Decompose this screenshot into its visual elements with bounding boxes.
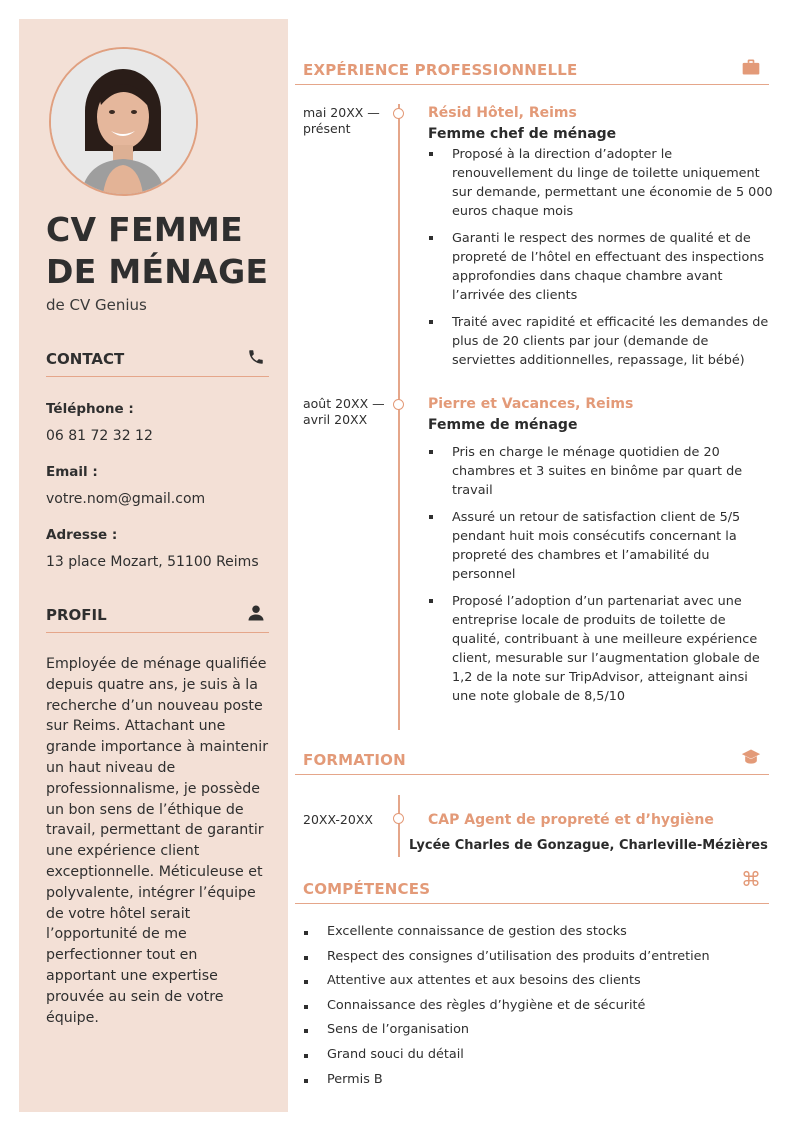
- job-date-end: présent: [303, 121, 351, 136]
- job-role: Femme chef de ménage: [428, 126, 617, 142]
- timeline-dot: [393, 813, 404, 824]
- job-achievements: [428, 145, 773, 378]
- timeline-dot: [393, 108, 404, 119]
- phone-value: 06 81 72 32 12: [46, 428, 153, 444]
- author-credit: de CV Genius: [46, 296, 147, 314]
- profile-heading: PROFIL: [46, 606, 107, 624]
- education-heading: FORMATION: [303, 751, 406, 769]
- resume-title-line-1: CV FEMME: [46, 210, 243, 249]
- skills-section-header: [295, 867, 769, 904]
- list-item: Proposé l’adoption d’un partenariat avec une entreprise locale de produits de toilette de qualité, contribuant à une meilleure expérience client, mesurable sur l’augmentation globale de 1,2 de la note sur TripAdvisor, atteignant ainsi une note globale de 8,5/10: [428, 592, 773, 706]
- contact-heading: CONTACT: [46, 350, 125, 368]
- education-section-header: [295, 745, 769, 775]
- list-item: Pris en charge le ménage quotidien de 20 chambres et 3 suites en binôme par quart de travail: [428, 443, 773, 500]
- command-icon: ⌘: [741, 867, 761, 891]
- job-date: [303, 396, 385, 428]
- phone-label: Téléphone :: [46, 401, 134, 417]
- resume-title-line-2: DE MÉNAGE: [46, 252, 269, 291]
- briefcase-icon: [741, 57, 761, 77]
- job-role: Femme de ménage: [428, 417, 578, 433]
- experience-section-header: [295, 55, 769, 85]
- list-item: Respect des consignes d’utilisation des produits d’entretien: [303, 945, 710, 970]
- email-value[interactable]: votre.nom@gmail.com: [46, 491, 206, 507]
- address-label: Adresse :: [46, 527, 118, 543]
- graduation-cap-icon: [741, 747, 761, 767]
- job-company: Résid Hôtel, Reims: [428, 105, 577, 121]
- list-item: Connaissance des règles d’hygiène et de sécurité: [303, 994, 710, 1019]
- contact-section-header: [46, 346, 269, 377]
- job-date-start: mai 20XX —: [303, 105, 380, 120]
- list-item: Permis B: [303, 1068, 710, 1093]
- experience-heading: EXPÉRIENCE PROFESSIONNELLE: [303, 61, 578, 79]
- timeline-dot: [393, 399, 404, 410]
- skills-list: [303, 920, 710, 1092]
- list-item: Grand souci du détail: [303, 1043, 710, 1068]
- education-degree: CAP Agent de propreté et d’hygiène: [428, 812, 714, 828]
- user-icon: [247, 604, 265, 622]
- job-date-end: avril 20XX: [303, 412, 368, 427]
- profile-section-header: [46, 602, 269, 633]
- email-label: Email :: [46, 464, 98, 480]
- education-timeline-line: [398, 795, 400, 857]
- resume-title: [46, 209, 268, 293]
- profile-photo: [49, 47, 198, 196]
- portrait-image: [51, 49, 196, 194]
- education-school: Lycée Charles de Gonzague, Charleville-Mézières: [409, 838, 768, 853]
- job-company: Pierre et Vacances, Reims: [428, 396, 634, 412]
- address-value: 13 place Mozart, 51100 Reims: [46, 554, 259, 570]
- profile-summary: Employée de ménage qualifiée depuis quatre ans, je suis à la recherche d’un nouveau poste sur Reims. Attachant une grande importance à maintenir un haut niveau de professionnalisme, je possède un bon sens de l’éthique de travail, permettant de garantir une expérience client exceptionnelle. Méticuleuse et polyvalente, intégrer l’équipe de votre hôtel serait l’opportunité de me perfectionner tout en apportant une expertise prouvée au sein de votre équipe.: [46, 656, 269, 1026]
- job-date: [303, 105, 380, 137]
- education-date: 20XX-20XX: [303, 812, 373, 827]
- list-item: Traité avec rapidité et efficacité les demandes de plus de 20 clients par jour (demande de serviettes additionnelles, repassage, lit bébé): [428, 313, 773, 370]
- skills-heading: COMPÉTENCES: [303, 880, 431, 898]
- list-item: Excellente connaissance de gestion des stocks: [303, 920, 710, 945]
- list-item: Sens de l’organisation: [303, 1018, 710, 1043]
- phone-icon: [247, 348, 265, 366]
- list-item: Assuré un retour de satisfaction client de 5/5 pendant huit mois consécutifs concernant la propreté des chambres et l’amabilité du personnel: [428, 508, 773, 584]
- experience-timeline-line: [398, 104, 400, 730]
- job-date-start: août 20XX —: [303, 396, 385, 411]
- job-achievements: [428, 443, 773, 714]
- list-item: Garanti le respect des normes de qualité et de propreté de l’hôtel en effectuant des inspections approfondies dans chaque chambre avant l’arrivée des clients: [428, 229, 773, 305]
- list-item: Attentive aux attentes et aux besoins des clients: [303, 969, 710, 994]
- list-item: Proposé à la direction d’adopter le renouvellement du linge de toilette uniquement sur demande, permettant une économie de 5 000 euros chaque mois: [428, 145, 773, 221]
